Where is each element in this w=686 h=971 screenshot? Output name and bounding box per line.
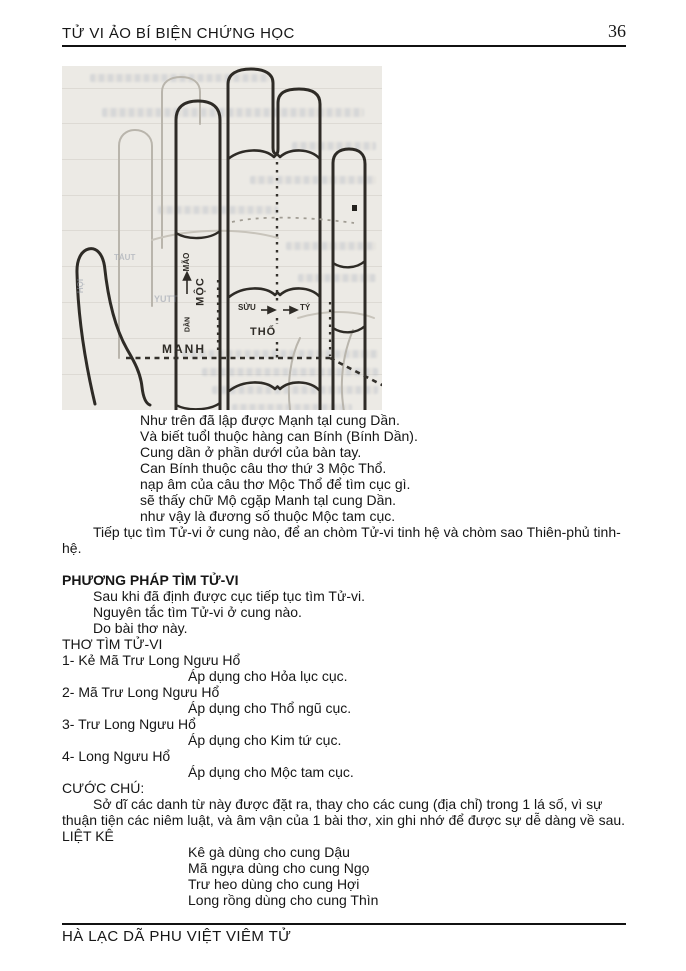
body-line: Do bài thơ này. xyxy=(93,620,188,636)
body-line: 3- Trư Long Ngưu Hổ xyxy=(62,716,196,732)
body-line: 4- Long Ngưu Hổ xyxy=(62,748,171,764)
body-line: thuận tiện các niêm luật, và âm vận của 1 bài thơ, xin ghi nhớ để được sự dễ dàng về sau. xyxy=(62,812,626,828)
body-line: Nguyên tắc tìm Tử-vi ở cung nào. xyxy=(93,604,302,620)
footnote-heading: CƯỚC CHÚ: xyxy=(62,780,145,796)
footer-divider xyxy=(62,923,626,925)
ink-dot xyxy=(352,205,357,211)
figure-ghost-label-taut: TẢUT xyxy=(114,253,136,262)
list-item: Trư heo dùng cho cung Hợi xyxy=(188,876,360,892)
body-line: Tiếp tục tìm Tử-vi ở cung nào, để an chòm Tử-vi tinh hệ và chòm sao Thiên-phủ tinh- xyxy=(93,524,621,540)
page-header-title: TỬ VI ẢO BÍ BIỆN CHỨNG HỌC xyxy=(62,25,295,42)
hand-diagram-figure xyxy=(62,66,382,410)
body-line: Như trên đã lập được Mạnh tạl cung Dần. xyxy=(140,412,400,428)
figure-label-suu: SỬU xyxy=(238,303,256,312)
header-divider xyxy=(62,45,626,47)
list-item: Mã ngựa dùng cho cung Ngọ xyxy=(188,860,370,876)
body-line: Cung dần ở phần dướl của bàn tay. xyxy=(140,444,362,460)
section-heading: PHƯƠNG PHÁP TÌM TỬ-VI xyxy=(62,572,239,588)
figure-label-dan: DẦN xyxy=(184,316,192,333)
figure-label-ty: TÝ xyxy=(300,303,311,312)
figure-label-mao: MÃO xyxy=(182,252,191,272)
figure-ghost-label-yutt: YUTT xyxy=(154,294,178,304)
body-line: 2- Mã Trư Long Ngưu Hổ xyxy=(62,684,220,700)
page-number: 36 xyxy=(608,21,626,41)
figure-label-moc: MỘC xyxy=(194,277,207,306)
body-line: Và biết tuổl thuộc hàng can Bính (Bính Dần). xyxy=(140,428,418,444)
body-line: Áp dụng cho Mộc tam cục. xyxy=(188,764,354,780)
subsection-heading: THƠ TÌM TỬ-VI xyxy=(62,636,163,652)
body-line: 1- Kẻ Mã Trư Long Ngưu Hổ xyxy=(62,652,241,668)
body-text xyxy=(62,412,628,908)
body-line: Sau khi đã định được cục tiếp tục tìm Tử-vi. xyxy=(93,588,366,604)
hand-drawing xyxy=(62,66,382,410)
body-line: Sở dĩ các danh từ này được đặt ra, thay cho các cung (địa chỉ) trong 1 lá số, vì sự xyxy=(93,796,603,812)
list-item: Long rồng dùng cho cung Thìn xyxy=(188,892,379,908)
body-line: hệ. xyxy=(62,540,82,556)
footer-text: HÀ LẠC DÃ PHU VIỆT VIÊM TỬ xyxy=(62,928,292,945)
body-line: Can Bính thuộc câu thơ thứ 3 Mộc Thổ. xyxy=(140,460,387,476)
figure-ghost-label-hoi: HỌI xyxy=(76,278,86,294)
list-item: Kê gà dùng cho cung Dậu xyxy=(188,844,350,860)
body-line: như vậy là đương số thuộc Mộc tam cục. xyxy=(140,508,396,524)
body-line: Áp dụng cho Kim tứ cục. xyxy=(188,732,342,748)
body-line: Áp dụng cho Hỏa lục cục. xyxy=(188,668,348,684)
figure-label-tho: THỔ xyxy=(250,326,277,338)
figure-label-manh: MANH xyxy=(162,342,206,356)
body-line: nạp âm của câu thơ Mộc Thổ để tìm cục gì. xyxy=(140,476,411,492)
list-heading: LIỆT KÊ xyxy=(62,828,114,844)
body-line: sẽ thấy chữ Mộ cgặp Manh tạl cung Dần. xyxy=(140,492,397,508)
body-line: Áp dụng cho Thổ ngũ cục. xyxy=(188,700,352,716)
